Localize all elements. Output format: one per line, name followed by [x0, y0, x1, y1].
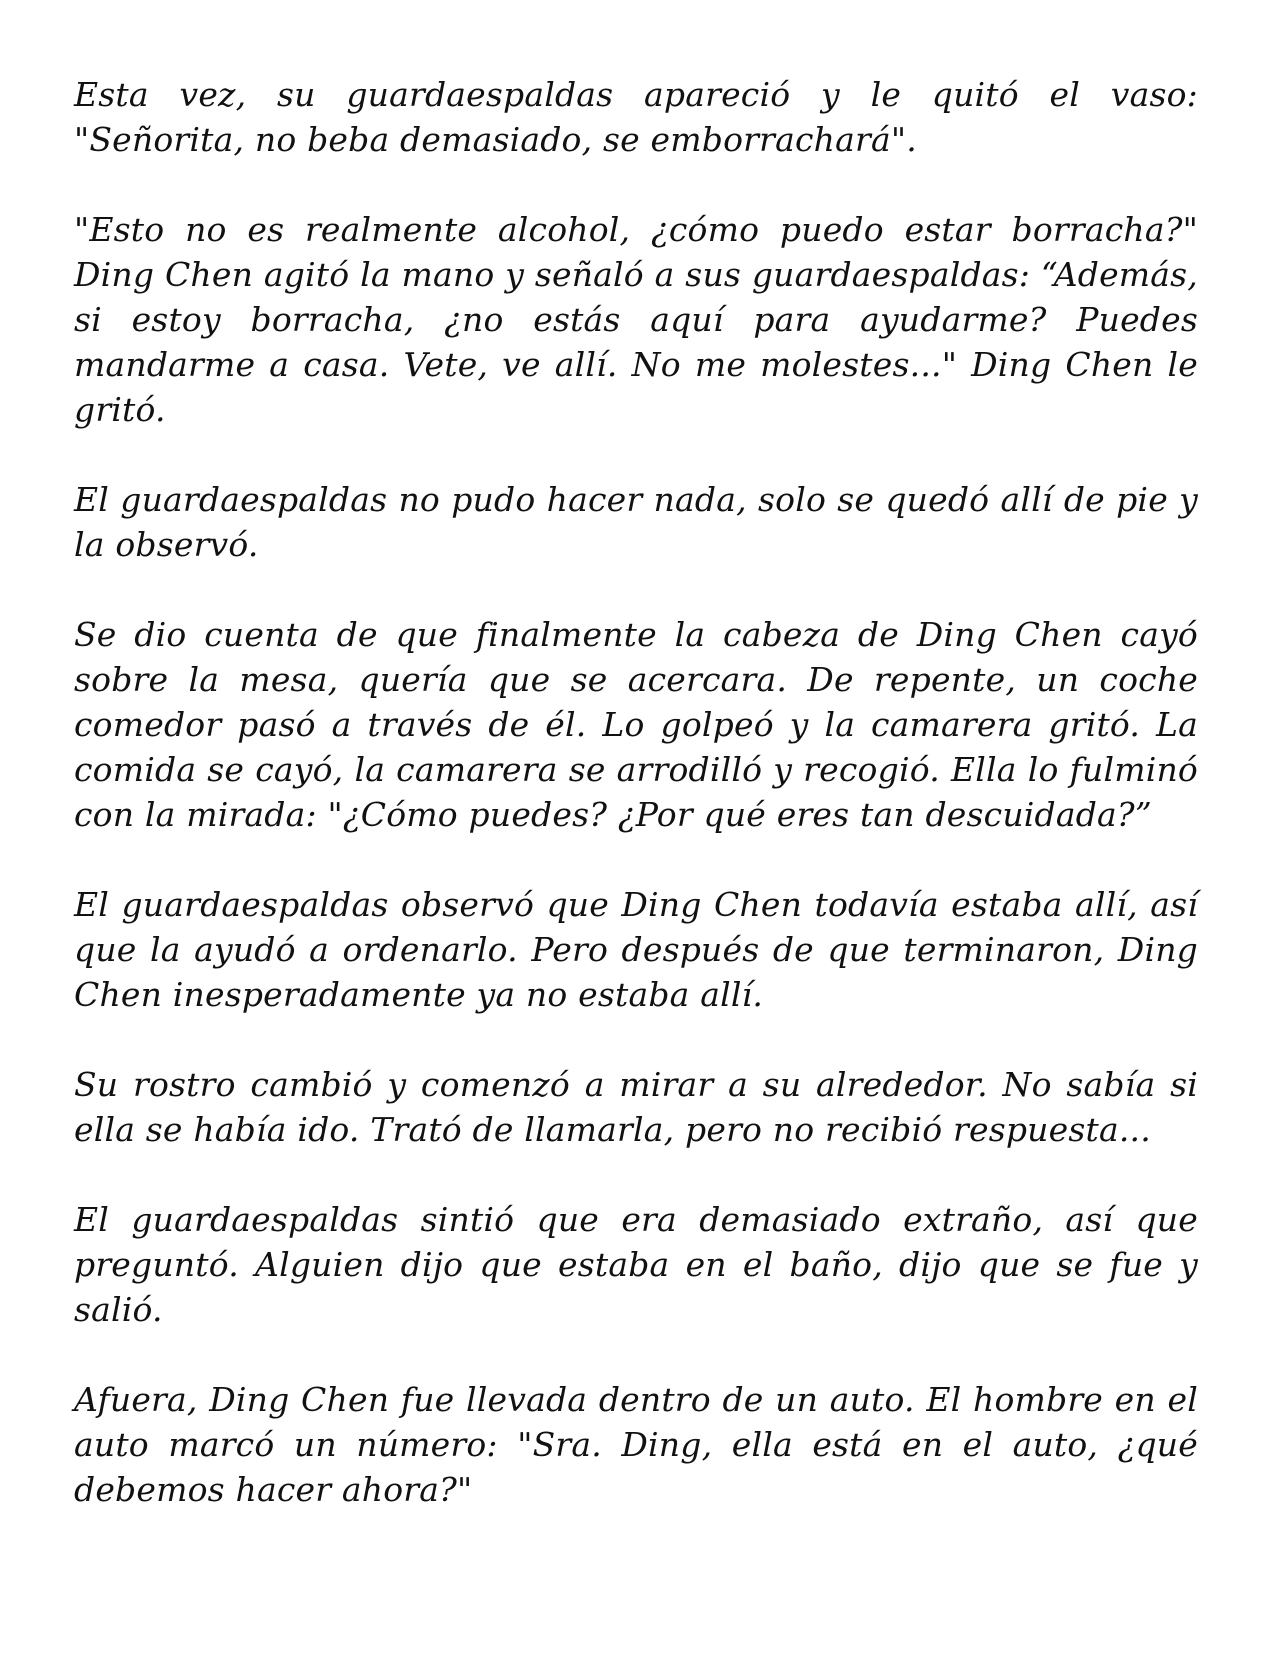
paragraph-7: El guardaespaldas sintió que era demasiado extraño, así que preguntó. Alguien dijo que estaba en el baño, dijo que se fue y salió. — [74, 1200, 1198, 1329]
paragraph-4: Se dio cuenta de que finalmente la cabeza de Ding Chen cayó sobre la mesa, quería que se acercara. De repente, un coche comedor pasó a través de él. Lo golpeó y la camarera gritó. La comida se cayó, la camarera se arrodilló y recogió. Ella lo fulminó con la mirada: "¿Cómo puedes? ¿Por qué eres tan descuidada?” — [74, 615, 1198, 834]
paragraph-2: "Esto no es realmente alcohol, ¿cómo puedo estar borracha?" Ding Chen agitó la mano y señaló a sus guardaespaldas: “Además, si estoy borracha, ¿no estás aquí para ayudarme? Puedes mandarme a casa. Vete, ve allí. No me molestes..." Ding Chen le gritó. — [74, 210, 1198, 429]
paragraph-6: Su rostro cambió y comenzó a mirar a su alrededor. No sabía si ella se había ido. Trató de llamarla, pero no recibió respuesta... — [74, 1065, 1198, 1149]
paragraph-1: Esta vez, su guardaespaldas apareció y le quitó el vaso: "Señorita, no beba demasiado, se emborrachará". — [74, 75, 1198, 159]
paragraph-3: El guardaespaldas no pudo hacer nada, solo se quedó allí de pie y la observó. — [74, 480, 1198, 564]
paragraph-8: Afuera, Ding Chen fue llevada dentro de un auto. El hombre en el auto marcó un número: "Sra. Ding, ella está en el auto, ¿qué debemos hacer ahora?" — [74, 1380, 1198, 1509]
paragraph-5: El guardaespaldas observó que Ding Chen todavía estaba allí, así que la ayudó a ordenarlo. Pero después de que terminaron, Ding Chen inesperadamente ya no estaba allí. — [74, 885, 1198, 1014]
